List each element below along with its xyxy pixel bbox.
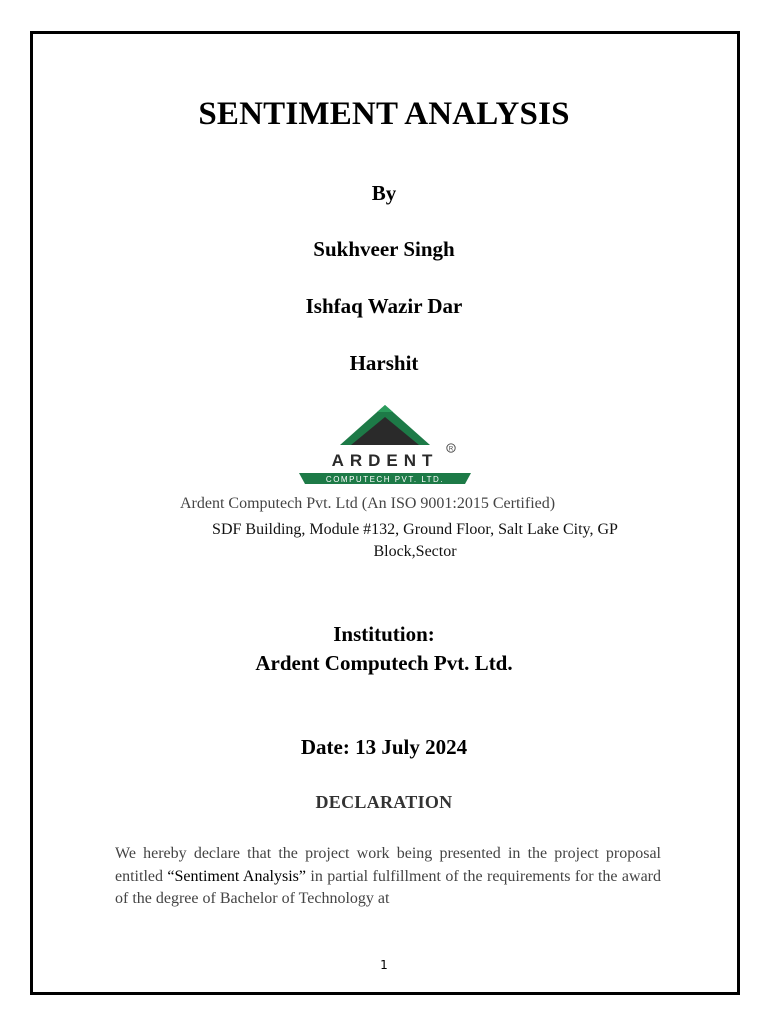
author-name: Sukhveer Singh — [313, 237, 455, 261]
institution-label: Institution: — [333, 622, 435, 646]
logo-wordmark: ARDENT — [331, 451, 439, 470]
declaration-text — [115, 843, 661, 911]
ardent-logo-icon — [293, 403, 477, 487]
document-title: SENTIMENT ANALYSIS — [198, 96, 570, 132]
institution-name: Ardent Computech Pvt. Ltd. — [255, 651, 513, 675]
logo-subtext: COMPUTECH PVT. LTD. — [325, 475, 445, 484]
page-number: 1 — [380, 958, 388, 972]
author-name: Harshit — [349, 351, 419, 375]
declaration-text-after: in partial fulfillment of the requirements for the award of the degree of Bachelor of Technology at — [115, 867, 662, 907]
author-name: Ishfaq Wazir Dar — [305, 294, 463, 318]
by-label: By — [371, 181, 397, 205]
document-date: Date: 13 July 2024 — [300, 735, 468, 759]
company-line: Ardent Computech Pvt. Ltd (An ISO 9001:2015 Certified) — [180, 495, 556, 512]
declaration-heading: DECLARATION — [315, 792, 453, 812]
declaration-text-before: We hereby declare that the project work being presented in the project proposal entitled — [115, 845, 661, 885]
company-address: SDF Building, Module #132, Ground Floor, Salt Lake City, GP Block,Sector — [212, 521, 618, 560]
svg-text:R: R — [448, 446, 454, 453]
declaration-quoted-title: “Sentiment Analysis” — [167, 867, 306, 885]
